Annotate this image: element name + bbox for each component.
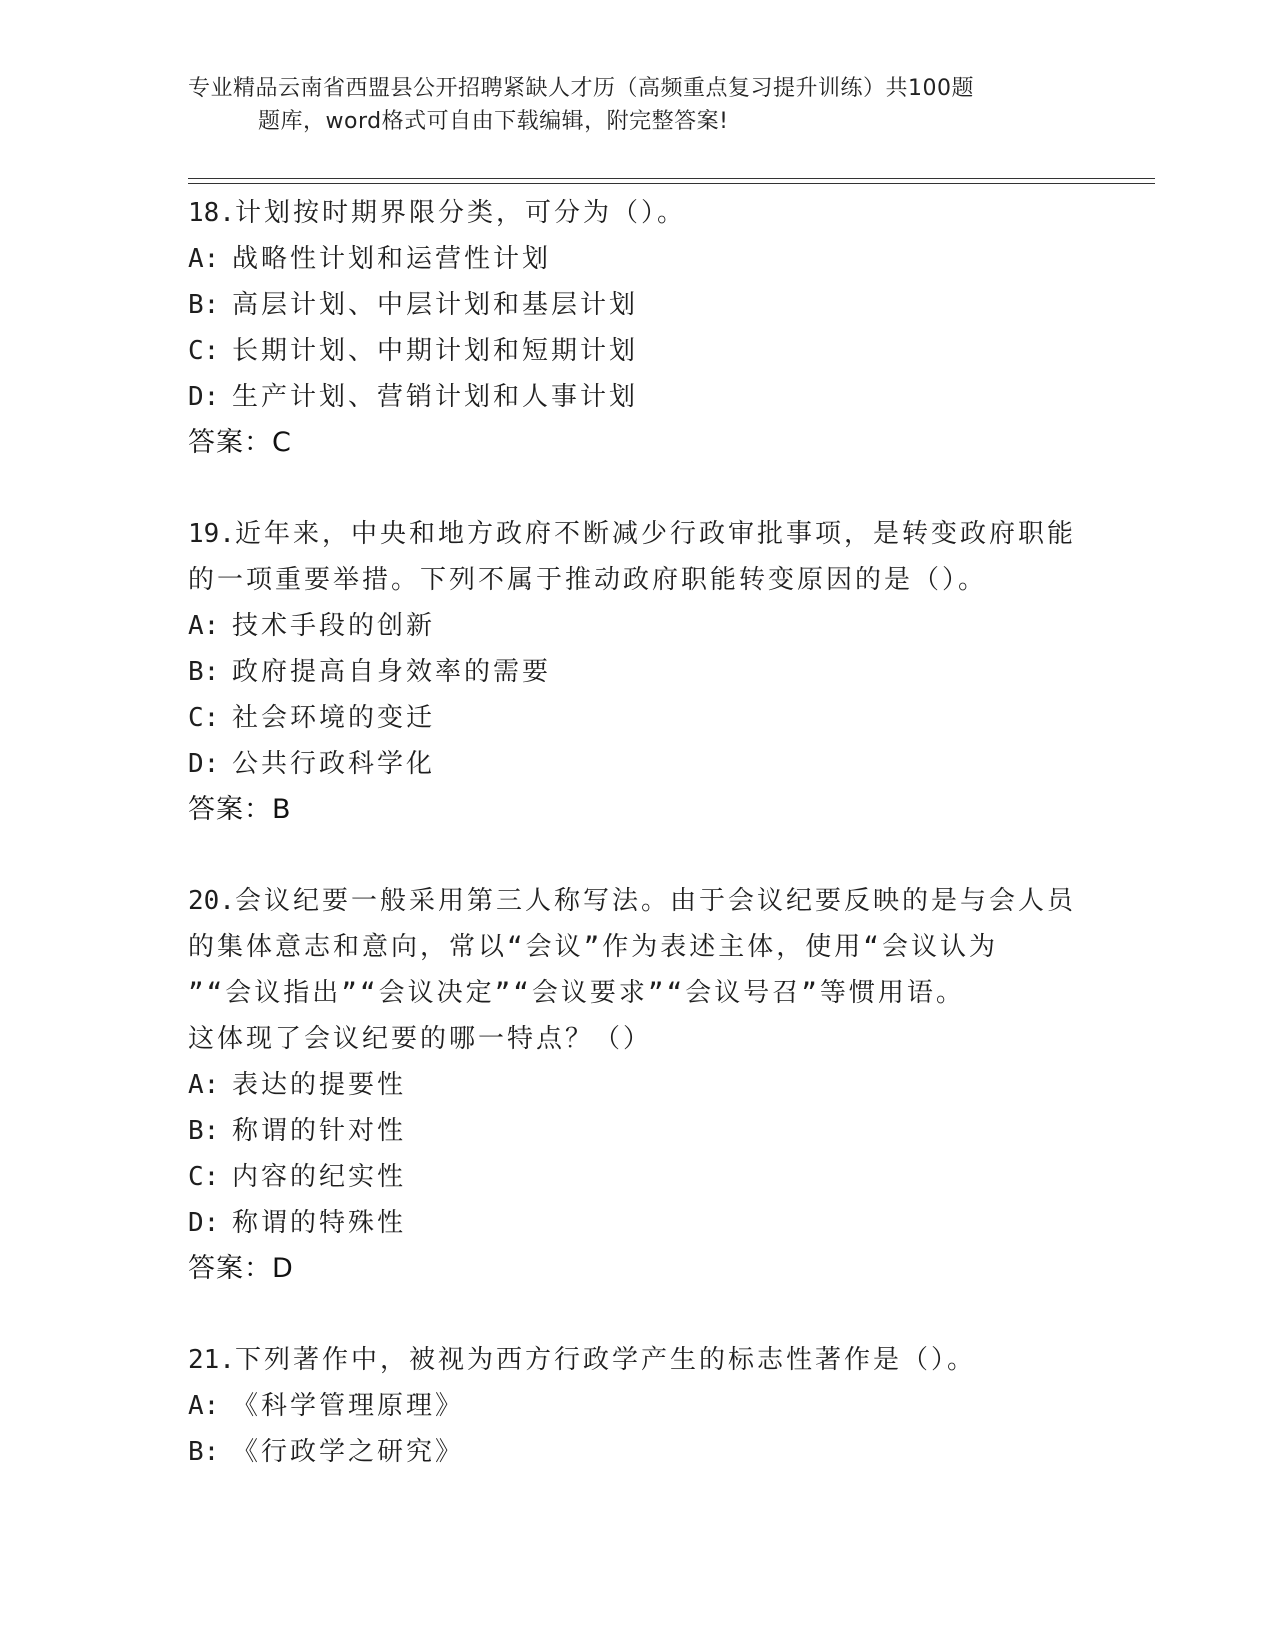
header-title-line-2: 题库，word格式可自由下载编辑，附完整答案! (258, 109, 729, 134)
option-letter: C: (188, 1162, 220, 1192)
question-stem-text: 计划按时期界限分类，可分为（）。 (234, 198, 686, 228)
answer-option (188, 1108, 1088, 1154)
document-header (188, 72, 1088, 138)
option-text: 内容的纪实性 (232, 1162, 407, 1192)
question-stem-line (188, 1016, 1088, 1062)
answer-option (188, 328, 1088, 374)
question-number: 19. (188, 519, 235, 549)
option-letter: C: (188, 336, 220, 366)
option-text: 《科学管理原理》 (232, 1391, 465, 1421)
option-text: 表达的提要性 (232, 1070, 407, 1100)
question-number: 21. (188, 1345, 235, 1375)
question-stem-text: 的一项重要举措。下列不属于推动政府职能转变原因的是（）。 (188, 565, 988, 595)
option-letter: D: (188, 749, 220, 779)
header-divider-bottom (188, 183, 1155, 184)
header-divider-top (188, 178, 1155, 179)
option-text: 称谓的针对性 (232, 1116, 407, 1146)
option-letter: A: (188, 244, 220, 274)
question-stem-line (188, 878, 1088, 924)
question-stem-text: 近年来，中央和地方政府不断减少行政审批事项，是转变政府职能 (234, 519, 1076, 549)
option-letter: A: (188, 611, 220, 641)
answer-option (188, 1062, 1088, 1108)
option-letter: A: (188, 1070, 220, 1100)
question-stem-line (188, 1337, 1088, 1383)
option-letter: C: (188, 703, 220, 733)
answer-option (188, 374, 1088, 420)
option-letter: B: (188, 1116, 220, 1146)
answer-key: 答案：B (188, 794, 292, 825)
answer-option (188, 649, 1088, 695)
question-list (188, 190, 1088, 1520)
option-text: 技术手段的创新 (232, 611, 436, 641)
question-stem-text: ”“会议指出”“会议决定”“会议要求”“会议号召”等惯用语。 (188, 978, 965, 1008)
header-title-line-1: 专业精品云南省西盟县公开招聘紧缺人才历（高频重点复习提升训练）共100题 (188, 76, 974, 101)
answer-option (188, 1383, 1088, 1429)
question-stem-line (188, 190, 1088, 236)
question-20 (188, 878, 1088, 1292)
answer-option (188, 1429, 1088, 1475)
answer-key: 答案：D (188, 1253, 294, 1284)
answer-key: 答案：C (188, 427, 292, 458)
answer-option (188, 603, 1088, 649)
option-letter: B: (188, 1437, 220, 1467)
option-text: 公共行政科学化 (232, 749, 436, 779)
question-19 (188, 511, 1088, 833)
question-stem-text: 这体现了会议纪要的哪一特点？（） (188, 1024, 653, 1054)
answer-option (188, 236, 1088, 282)
question-stem-line (188, 924, 1088, 970)
question-stem-line (188, 511, 1088, 557)
option-text: 长期计划、中期计划和短期计划 (232, 336, 639, 366)
answer-option (188, 282, 1088, 328)
option-text: 战略性计划和运营性计划 (232, 244, 552, 274)
option-text: 高层计划、中层计划和基层计划 (232, 290, 639, 320)
question-stem-line (188, 970, 1088, 1016)
option-text: 生产计划、营销计划和人事计划 (232, 382, 639, 412)
question-number: 18. (188, 198, 235, 228)
question-number: 20. (188, 886, 235, 916)
question-stem-text: 的集体意志和意向，常以“会议”作为表述主体，使用“会议认为 (188, 932, 998, 962)
option-letter: A: (188, 1391, 220, 1421)
option-text: 政府提高自身效率的需要 (232, 657, 552, 687)
question-stem-text: 会议纪要一般采用第三人称写法。由于会议纪要反映的是与会人员 (234, 886, 1076, 916)
question-stem-line (188, 557, 1088, 603)
answer-option (188, 1154, 1088, 1200)
option-text: 《行政学之研究》 (232, 1437, 465, 1467)
option-letter: B: (188, 290, 220, 320)
option-text: 社会环境的变迁 (232, 703, 436, 733)
option-letter: D: (188, 382, 220, 412)
option-letter: B: (188, 657, 220, 687)
answer-option (188, 1200, 1088, 1246)
answer-option (188, 695, 1088, 741)
question-18 (188, 190, 1088, 466)
question-21 (188, 1337, 1088, 1475)
question-stem-text: 下列著作中，被视为西方行政学产生的标志性著作是（）。 (234, 1345, 976, 1375)
answer-option (188, 741, 1088, 787)
option-letter: D: (188, 1208, 220, 1238)
option-text: 称谓的特殊性 (232, 1208, 407, 1238)
